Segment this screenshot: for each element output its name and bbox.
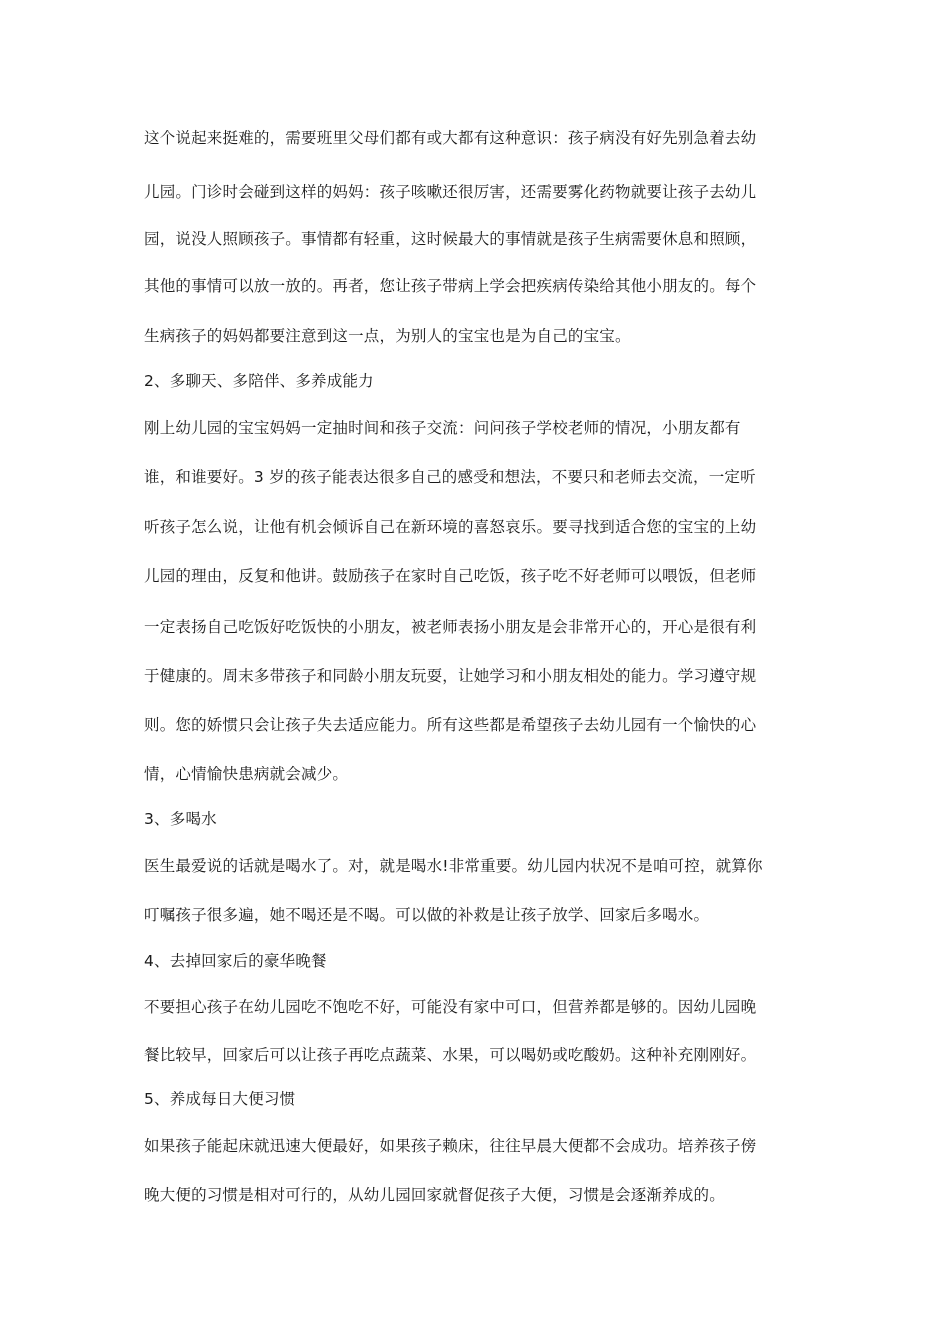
paragraph-line: 如果孩子能起床就迅速大便最好，如果孩子赖床，往往早晨大便都不会成功。培养孩子傍	[144, 1137, 757, 1155]
paragraph-line: 听孩子怎么说，让他有机会倾诉自己在新环境的喜怒哀乐。要寻找到适合您的宝宝的上幼	[144, 518, 757, 536]
paragraph-line: 儿园。门诊时会碰到这样的妈妈：孩子咳嗽还很厉害，还需要雾化药物就要让孩子去幼儿	[144, 183, 757, 201]
paragraph-line: 则。您的娇惯只会让孩子失去适应能力。所有这些都是希望孩子去幼儿园有一个愉快的心	[144, 716, 757, 734]
paragraph-line: 谁，和谁要好。3 岁的孩子能表达很多自己的感受和想法，不要只和老师去交流，一定听	[144, 468, 756, 486]
paragraph-line: 不要担心孩子在幼儿园吃不饱吃不好，可能没有家中可口，但营养都是够的。因幼儿园晚	[144, 998, 757, 1016]
paragraph-line: 餐比较早，回家后可以让孩子再吃点蔬菜、水果，可以喝奶或吃酸奶。这种补充刚刚好。	[144, 1046, 757, 1064]
paragraph-line: 儿园的理由，反复和他讲。鼓励孩子在家时自己吃饭，孩子吃不好老师可以喂饭，但老师	[144, 567, 757, 585]
section-heading: 3、多喝水	[144, 810, 217, 828]
paragraph-line: 生病孩子的妈妈都要注意到这一点，为别人的宝宝也是为自己的宝宝。	[144, 327, 631, 345]
paragraph-line: 情，心情愉快患病就会减少。	[144, 765, 349, 783]
paragraph-line: 一定表扬自己吃饭好吃饭快的小朋友，被老师表扬小朋友是会非常开心的，开心是很有利	[144, 618, 757, 636]
paragraph-line: 园，说没人照顾孩子。事情都有轻重，这时候最大的事情就是孩子生病需要休息和照顾，	[144, 230, 757, 248]
paragraph-line: 晚大便的习惯是相对可行的，从幼儿园回家就督促孩子大便，习惯是会逐渐养成的。	[144, 1186, 725, 1204]
paragraph-line: 刚上幼儿园的宝宝妈妈一定抽时间和孩子交流：问问孩子学校老师的情况，小朋友都有	[144, 419, 741, 437]
paragraph-line: 这个说起来挺难的，需要班里父母们都有或大都有这种意识：孩子病没有好先别急着去幼	[144, 129, 757, 147]
section-heading: 5、养成每日大便习惯	[144, 1090, 296, 1108]
paragraph-line: 叮嘱孩子很多遍，她不喝还是不喝。可以做的补救是让孩子放学、回家后多喝水。	[144, 906, 710, 924]
section-heading: 4、去掉回家后的豪华晚餐	[144, 952, 327, 970]
section-heading: 2、多聊天、多陪伴、多养成能力	[144, 372, 374, 390]
paragraph-line: 医生最爱说的话就是喝水了。对，就是喝水!非常重要。幼儿园内状况不是咱可控，就算你	[144, 857, 763, 875]
paragraph-line: 于健康的。周末多带孩子和同龄小朋友玩耍，让她学习和小朋友相处的能力。学习遵守规	[144, 667, 757, 685]
paragraph-line: 其他的事情可以放一放的。再者，您让孩子带病上学会把疾病传染给其他小朋友的。每个	[144, 277, 757, 295]
